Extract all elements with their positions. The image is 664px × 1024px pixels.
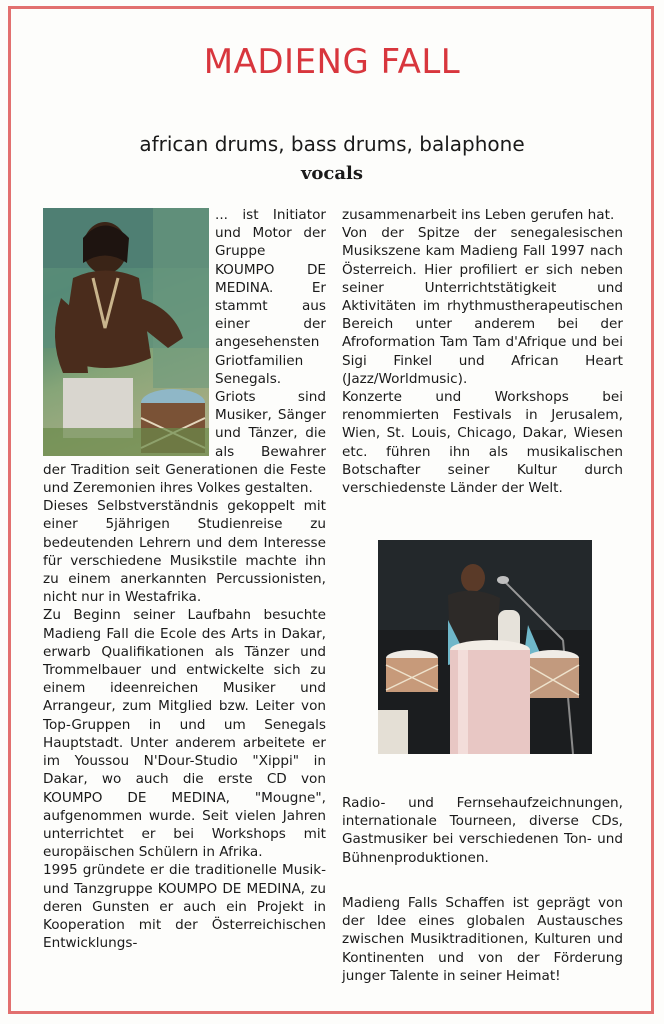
paragraph-studies: Dieses Selbstverständnis gekoppelt mit einer 5jährigen Studienreise zu bedeutenden Lehrern und dem Interesse für verschiedene Musikstile machte ihn zu einem anerkannten Percussionisten, nicht nur in Westafrika. (43, 498, 326, 606)
stage-performance-photo (378, 540, 592, 754)
paragraph-career: Zu Beginn seiner Laufbahn besuchte Madieng Fall die Ecole des Arts in Dakar, erwarb Qualifikationen als Tänzer und Trommelbauer und entwickelte sich zu einem ideenreichen Musiker und Arrangeur, zum Mitglied bzw. Leiter von Top-Gruppen in und um Senegals Hauptstadt. Unter anderem arbeitete er im Youssou N'Dour-Studio "Xippi" in Dakar, wo auch die erste CD von KOUMPO DE MEDINA, "Mougne", aufgenommen wurde. Seit vielen Jahren unterrichtet er bei Workshops mit europäischen Schülern in Afrika. (43, 607, 326, 861)
vocals-subtitle: vocals (300, 163, 364, 184)
paragraph-media: Radio- und Fernsehaufzeichnungen, internationale Tourneen, diverse CDs, Gastmusiker bei verschiedenen Ton- und Bühnenproduktionen. (342, 795, 623, 866)
left-column (43, 206, 326, 952)
paragraph-concerts: Konzerte und Workshops bei renommierten Festivals in Jerusalem, Wien, St. Louis, Chicago, Dakar, Wiesen etc. führen ihn als musikalischen Botschafter seiner Kultur durch verschiedenste Länder der Welt. (342, 389, 623, 497)
paragraph-vision: Madieng Falls Schaffen ist geprägt von der Idee eines globalen Austausches zwischen Musiktraditionen, Kulturen und Kontinenten und von der Förderung junger Talente in seiner Heimat! (342, 895, 623, 984)
paragraph-founding: 1995 gründete er die traditionelle Musik- und Tanzgruppe KOUMPO DE MEDINA, zu deren Gunsten er auch ein Projekt in Kooperation mit der Österreichischen Entwicklungs- (43, 862, 326, 952)
right-column (342, 206, 623, 497)
drummer-portrait-photo (43, 208, 209, 456)
paragraph-austria: Von der Spitze der senegalesischen Musikszene kam Madieng Fall 1997 nach Österreich. Hier profiliert er sich neben seiner Unterrichtstätigkeit und Aktivitäten im rhythmustherapeutischen Bereich unter anderem bei der Afroformation Tam Tam d'Afrique und bei Sigi Finkel und African Heart (Jazz/Worldmusic). (342, 225, 623, 387)
paragraph-intro: ... ist Initiator und Motor der Gruppe KOUMPO DE MEDINA. Er stammt aus einer der angesehensten Griotfamilien Senegals. Griots sind Musiker, Sänger und Tänzer, die als Bewahrer der Tradition seit Generationen die Feste und Zeremonien ihres Volkes gestalten. (43, 207, 326, 497)
page-title: MADIENG FALL (203, 42, 461, 82)
paragraph-cooperation: zusammenarbeit ins Leben gerufen hat. (342, 207, 615, 223)
instruments-subtitle: african drums, bass drums, balaphone (139, 132, 525, 156)
